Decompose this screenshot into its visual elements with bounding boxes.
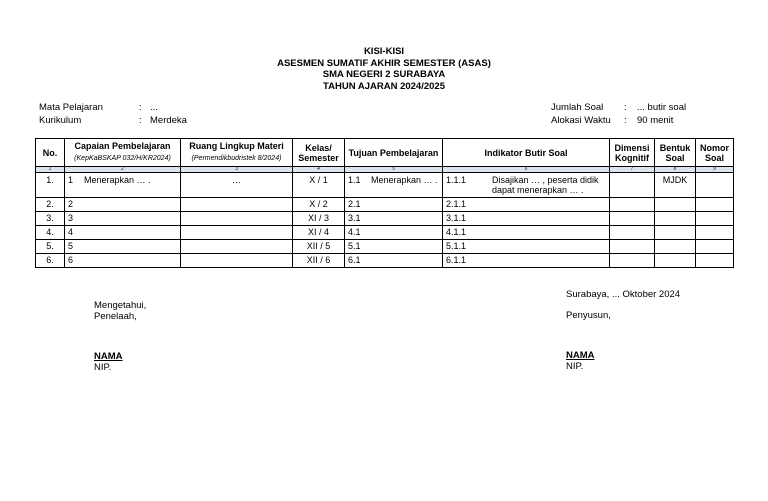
- meta-mata-pelajaran: [39, 101, 187, 114]
- cell-capaian: 5: [65, 240, 181, 254]
- header-tujuan: Tujuan Pembelajaran: [345, 139, 443, 167]
- meta-separator: :: [139, 115, 142, 126]
- table-row: [36, 226, 734, 240]
- meta-kurikulum: [39, 114, 187, 127]
- indikator-number: 1.1.1: [446, 175, 467, 185]
- sig-right-place-date: Surabaya, ... Oktober 2024: [566, 289, 681, 300]
- cell-bentuk: MJDK: [655, 173, 696, 198]
- capaian-number: 1: [68, 175, 74, 185]
- col-number: 1: [36, 167, 65, 173]
- cell-no: 6.: [36, 254, 65, 268]
- header-ruang-sub: (Permendikbudristek 8/2024): [191, 155, 282, 162]
- sig-left-line1: Mengetahui,: [94, 300, 147, 311]
- sig-left-name: NAMA: [94, 351, 123, 362]
- signature-right: [566, 289, 680, 372]
- sig-right-role: Penyusun,: [566, 310, 611, 321]
- cell-ruang: [181, 254, 293, 268]
- meta-separator: :: [624, 102, 627, 113]
- title-line-3: SMA NEGERI 2 SURABAYA: [322, 69, 446, 80]
- cell-ruang: [181, 226, 293, 240]
- cell-tujuan: 5.1: [345, 240, 443, 254]
- col-number: 4: [293, 167, 345, 173]
- meta-jumlah-soal: [551, 101, 686, 114]
- sig-right-name: NAMA: [566, 350, 595, 361]
- cell-ruang: …: [181, 173, 293, 198]
- cell-nomor: [696, 226, 734, 240]
- meta-separator: :: [624, 115, 627, 126]
- col-number: 5: [345, 167, 443, 173]
- cell-kelas: XII / 6: [293, 254, 345, 268]
- tujuan-number: 1.1: [348, 175, 361, 185]
- meta-value: ...: [150, 102, 158, 113]
- cell-indikator: [443, 173, 610, 198]
- cell-kelas: XI / 3: [293, 212, 345, 226]
- cell-bentuk: [655, 254, 696, 268]
- cell-nomor: [696, 198, 734, 212]
- cell-dimensi: [610, 254, 655, 268]
- cell-capaian: [65, 173, 181, 198]
- cell-capaian: 6: [65, 254, 181, 268]
- cell-bentuk: [655, 240, 696, 254]
- cell-kelas: XI / 4: [293, 226, 345, 240]
- cell-indikator: 4.1.1: [443, 226, 610, 240]
- header-indikator: Indikator Butir Soal: [443, 139, 610, 167]
- table-row: [36, 254, 734, 268]
- header-ruang-label: Ruang Lingkup Materi: [189, 141, 284, 151]
- cell-tujuan: 6.1: [345, 254, 443, 268]
- document-title: [0, 46, 768, 92]
- cell-ruang: [181, 198, 293, 212]
- cell-nomor: [696, 254, 734, 268]
- cell-capaian: 4: [65, 226, 181, 240]
- col-number: 8: [655, 167, 696, 173]
- tujuan-text: Menerapkan … .: [371, 175, 438, 185]
- sig-right-nip: NIP.: [566, 361, 584, 372]
- cell-dimensi: [610, 198, 655, 212]
- cell-nomor: [696, 212, 734, 226]
- cell-dimensi: [610, 173, 655, 198]
- col-number: 2: [65, 167, 181, 173]
- header-no: No.: [36, 139, 65, 167]
- cell-no: 4.: [36, 226, 65, 240]
- cell-ruang: [181, 240, 293, 254]
- cell-tujuan: 4.1: [345, 226, 443, 240]
- cell-indikator: 5.1.1: [443, 240, 610, 254]
- cell-capaian: 3: [65, 212, 181, 226]
- header-dimensi: Dimensi Kognitif: [610, 139, 655, 167]
- cell-tujuan: 2.1: [345, 198, 443, 212]
- header-capaian-label: Capaian Pembelajaran: [74, 141, 171, 151]
- table-row: [36, 173, 734, 198]
- meta-right: [551, 101, 686, 127]
- cell-no: 5.: [36, 240, 65, 254]
- header-capaian: [65, 139, 181, 167]
- cell-dimensi: [610, 240, 655, 254]
- cell-bentuk: [655, 212, 696, 226]
- sig-left-line2: Penelaah,: [94, 311, 137, 322]
- col-number: 3: [181, 167, 293, 173]
- cell-kelas: X / 2: [293, 198, 345, 212]
- meta-label: Alokasi Waktu: [551, 115, 611, 126]
- cell-tujuan: [345, 173, 443, 198]
- cell-indikator: 3.1.1: [443, 212, 610, 226]
- col-number: 7: [610, 167, 655, 173]
- cell-indikator: 6.1.1: [443, 254, 610, 268]
- col-number: 9: [696, 167, 734, 173]
- capaian-text: Menerapkan … .: [84, 175, 151, 185]
- cell-dimensi: [610, 226, 655, 240]
- cell-no: 3.: [36, 212, 65, 226]
- header-nomor: Nomor Soal: [696, 139, 734, 167]
- kisi-kisi-table: [35, 138, 734, 268]
- meta-value: 90 menit: [637, 115, 674, 126]
- meta-label: Kurikulum: [39, 115, 82, 126]
- table-row: [36, 240, 734, 254]
- cell-nomor: [696, 173, 734, 198]
- header-ruang: [181, 139, 293, 167]
- table-row: [36, 212, 734, 226]
- cell-no: 2.: [36, 198, 65, 212]
- cell-nomor: [696, 240, 734, 254]
- cell-kelas: X / 1: [293, 173, 345, 198]
- cell-bentuk: [655, 198, 696, 212]
- header-capaian-sub: (KepKaBSKAP 032/H/KR2024): [74, 155, 171, 162]
- meta-separator: :: [139, 102, 142, 113]
- indikator-text: Disajikan … , peserta didik dapat menerapkan … .: [492, 175, 599, 195]
- title-line-2: ASESMEN SUMATIF AKHIR SEMESTER (ASAS): [277, 57, 491, 69]
- header-kelas: Kelas/ Semester: [293, 139, 345, 167]
- meta-alokasi-waktu: [551, 114, 686, 127]
- cell-bentuk: [655, 226, 696, 240]
- signature-left: [94, 300, 146, 373]
- sig-left-nip: NIP.: [94, 362, 112, 373]
- meta-value: Merdeka: [150, 115, 187, 126]
- title-line-1: KISI-KISI: [363, 46, 405, 57]
- cell-ruang: [181, 212, 293, 226]
- title-line-4: TAHUN AJARAN 2024/2025: [323, 80, 445, 92]
- meta-label: Jumlah Soal: [551, 102, 604, 113]
- header-bentuk: Bentuk Soal: [655, 139, 696, 167]
- meta-left: [39, 101, 187, 127]
- table-row: [36, 198, 734, 212]
- cell-tujuan: 3.1: [345, 212, 443, 226]
- cell-dimensi: [610, 212, 655, 226]
- meta-label: Mata Pelajaran: [39, 102, 103, 113]
- table-header-row: [36, 139, 734, 167]
- cell-kelas: XII / 5: [293, 240, 345, 254]
- meta-value: ... butir soal: [637, 102, 687, 113]
- cell-no: 1.: [36, 173, 65, 198]
- cell-indikator: 2.1.1: [443, 198, 610, 212]
- cell-capaian: 2: [65, 198, 181, 212]
- col-number: 6: [443, 167, 610, 173]
